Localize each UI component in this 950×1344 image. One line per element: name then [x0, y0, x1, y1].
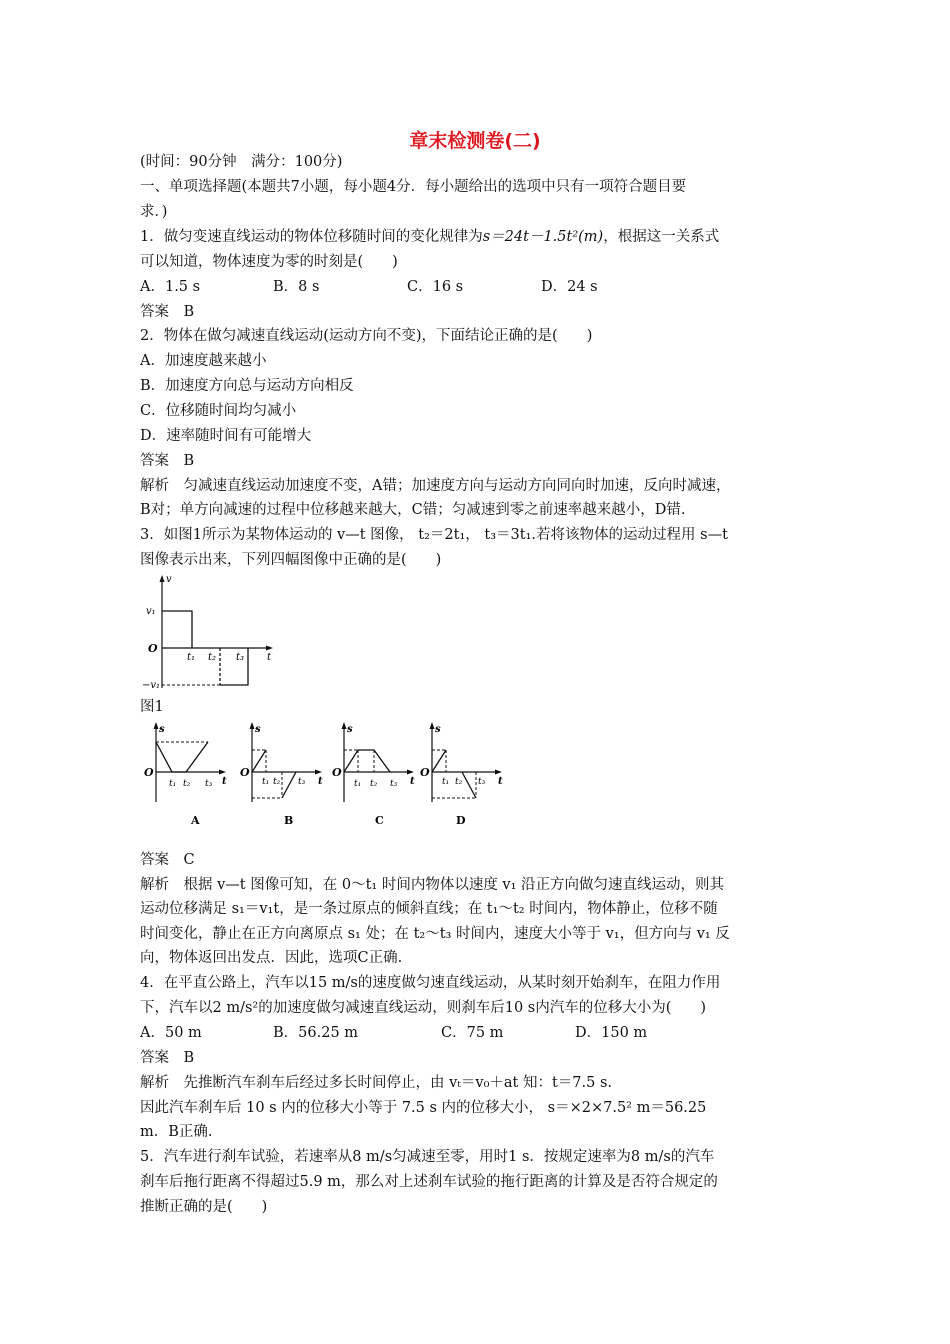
figure-1-caption: 图1	[140, 699, 164, 715]
q3-analysis-line2: 运动位移满足 s₁＝v₁t，是一条过原点的倾斜直线；在 t₁～t₂ 时间内，物体静止，位移不随	[140, 901, 718, 917]
choice-d-letter: D	[456, 814, 466, 827]
q2-option-a: A．加速度越来越小	[140, 353, 267, 369]
fig1-t3-label: t₃	[236, 652, 245, 663]
q4-analysis-line1: 解析 先推断汽车刹车后经过多长时间停止，由 vₜ＝v₀＋at 知：t＝7.5 s.	[140, 1075, 613, 1091]
q1-stem-line1	[140, 227, 719, 247]
exam-meta: (时间：90分钟 满分：100分)	[140, 154, 343, 170]
q2-analysis-line2: B对；单方向减速的过程中位移越来越大，C错；匀减速到零之前速率越来越小，D错.	[140, 502, 686, 518]
choice-d-s-label: s	[435, 724, 441, 735]
choice-b-t3: t₃	[298, 777, 306, 787]
q4-option-d: D．150 m	[575, 1025, 648, 1041]
q4-stem-line2: 下，汽车以2 m/s²的加速度做匀减速直线运动，则刹车后10 s内汽车的位移大小为( )	[140, 1000, 707, 1016]
choice-a-t2: t₂	[183, 779, 191, 789]
page-title: 章末检测卷(二)	[409, 130, 541, 152]
choice-c-st-graph	[330, 720, 420, 830]
choice-b-t2: t₂	[273, 777, 281, 787]
q1-option-a: A．1.5 s	[140, 279, 201, 295]
q4-option-b: B．56.25 m	[273, 1025, 359, 1041]
q3-analysis-line3: 时间变化，静止在正方向离原点 s₁ 处；在 t₂～t₃ 时间内，速度大小等于 v₁，但方向与 v₁ 反	[140, 926, 730, 942]
q4-option-c: C．75 m	[441, 1025, 504, 1041]
q5-stem-line2: 刹车后拖行距离不得超过5.9 m，那么对上述刹车试验的拖行距离的计算及是否符合规定的	[140, 1174, 718, 1190]
fig1-v-axis-label: v	[166, 574, 172, 585]
q2-option-d: D．速率随时间有可能增大	[140, 428, 312, 444]
q1-formula: s＝24t－1.5t²(m)	[482, 229, 604, 245]
choice-b-t-axis: t	[318, 776, 323, 787]
q2-stem: 2．物体在做匀减速直线运动(运动方向不变)，下面结论正确的是( )	[140, 328, 593, 344]
fig1-origin-label: O	[148, 642, 158, 655]
choice-c-t3: t₃	[390, 779, 398, 789]
choice-c-letter: C	[375, 814, 384, 827]
q4-option-a: A．50 m	[140, 1025, 202, 1041]
choice-a-st-graph	[142, 720, 232, 830]
q1-option-b: B．8 s	[273, 279, 320, 295]
fig1-t1-label: t₁	[187, 652, 196, 663]
choice-c-t1: t₁	[354, 779, 362, 789]
q3-answer: 答案 C	[140, 852, 195, 868]
fig1-neg-v1-label: −v₁	[142, 680, 161, 691]
q2-option-b: B．加速度方向总与运动方向相反	[140, 378, 354, 394]
choice-d-t-axis: t	[498, 776, 503, 787]
fig1-t-axis-label: t	[267, 652, 272, 663]
choice-c-origin: O	[332, 766, 342, 779]
q1-stem-part-b: ，根据这一关系式	[603, 229, 720, 245]
section-heading-line2: 求．)	[140, 204, 168, 220]
q2-answer: 答案 B	[140, 453, 195, 469]
choice-c-t2: t₂	[370, 779, 378, 789]
q5-stem-line3: 推断正确的是( )	[140, 1199, 268, 1215]
choice-a-t-axis: t	[222, 776, 227, 787]
figure-1-vt-graph	[140, 572, 285, 692]
choice-a-t1: t₁	[169, 779, 177, 789]
q4-analysis-line2: 因此汽车刹车后 10 s 内的位移大小等于 7.5 s 内的位移大小， s＝×2×7.5² m＝56.25	[140, 1100, 707, 1116]
choice-d-t3: t₃	[478, 777, 486, 787]
q1-answer: 答案 B	[140, 304, 195, 320]
choice-a-origin: O	[144, 766, 154, 779]
choice-a-t3: t₃	[205, 779, 213, 789]
choice-a-letter: A	[191, 814, 200, 827]
choice-c-s-label: s	[347, 724, 353, 735]
choice-d-st-graph	[418, 720, 508, 830]
fig1-v1-label: v₁	[146, 606, 156, 617]
q4-analysis-line3: m．B正确.	[140, 1124, 213, 1140]
choice-b-t1: t₁	[262, 777, 270, 787]
choice-d-origin: O	[420, 766, 430, 779]
choice-b-letter: B	[284, 814, 294, 827]
section-heading-line1: 一、单项选择题(本题共7小题，每小题4分．每小题给出的选项中只有一项符合题目要	[140, 179, 687, 195]
fig1-t2-label: t₂	[208, 652, 217, 663]
q3-stem-line1: 3．如图1所示为某物体运动的 v—t 图像， t₂＝2t₁， t₃＝3t₁.若将该物体的运动过程用 s—t	[140, 527, 728, 543]
q4-answer: 答案 B	[140, 1050, 195, 1066]
q1-option-c: C．16 s	[407, 279, 464, 295]
q2-analysis-line1: 解析 匀减速直线运动加速度不变，A错；加速度方向与运动方向同向时加速，反向时减速，	[140, 478, 731, 494]
q3-stem-line2: 图像表示出来，下列四幅图像中正确的是( )	[140, 552, 442, 568]
q1-stem-part-a: 1．做匀变速直线运动的物体位移随时间的变化规律为	[140, 229, 483, 245]
choice-b-s-label: s	[255, 724, 261, 735]
q4-stem-line1: 4．在平直公路上，汽车以15 m/s的速度做匀速直线运动，从某时刻开始刹车，在阻力作用	[140, 975, 721, 991]
choice-d-t1: t₁	[442, 777, 450, 787]
q2-option-c: C．位移随时间均匀减小	[140, 403, 297, 419]
choice-d-t2: t₂	[455, 777, 463, 787]
choice-b-origin: O	[240, 766, 250, 779]
q1-stem-line2: 可以知道，物体速度为零的时刻是( )	[140, 254, 398, 270]
choice-b-st-graph	[238, 720, 328, 830]
q3-analysis-line4: 向，物体返回出发点．因此，选项C正确.	[140, 950, 403, 966]
choice-c-t-axis: t	[410, 776, 415, 787]
choice-a-s-label: s	[159, 724, 165, 735]
q5-stem-line1: 5．汽车进行刹车试验，若速率从8 m/s匀减速至零，用时1 s．按规定速率为8 m/s的汽车	[140, 1149, 715, 1165]
q3-analysis-line1: 解析 根据 v—t 图像可知，在 0～t₁ 时间内物体以速度 v₁ 沿正方向做匀速直线运动，则其	[140, 877, 725, 893]
q1-option-d: D．24 s	[541, 279, 598, 295]
